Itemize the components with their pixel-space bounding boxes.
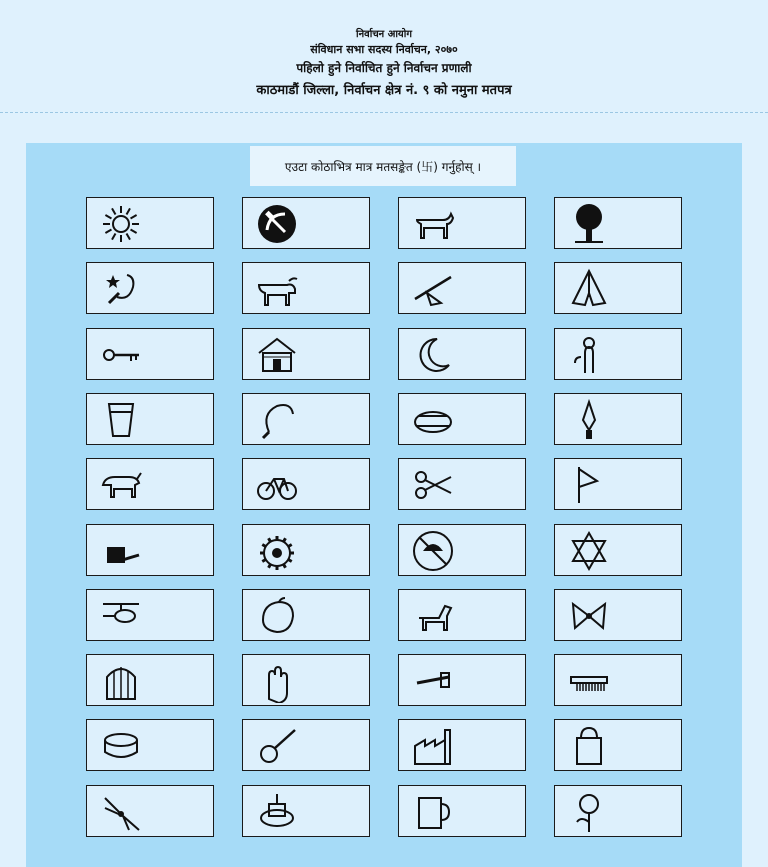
ballot-box-flag[interactable] — [554, 458, 682, 510]
flower-icon — [567, 790, 611, 834]
ballot-box-tool[interactable] — [398, 654, 526, 706]
house-icon — [255, 333, 299, 377]
ribbon-bow-icon — [567, 594, 611, 638]
ballot-box-bull[interactable] — [242, 262, 370, 314]
ballot-box-mango[interactable] — [242, 589, 370, 641]
cow-icon — [411, 202, 455, 246]
pliers-icon — [99, 790, 143, 834]
ballot-box-pliers[interactable] — [86, 785, 214, 837]
ballot-box-star-sickle[interactable] — [86, 262, 214, 314]
ballot-box-comb[interactable] — [554, 654, 682, 706]
ballot-box-helicopter[interactable] — [86, 589, 214, 641]
header-divider — [0, 112, 768, 113]
ballot-box-sickle[interactable] — [242, 393, 370, 445]
ballot-box-scissors[interactable] — [398, 458, 526, 510]
ballot-box-sun[interactable] — [86, 197, 214, 249]
ballot-box-ribbon-bow[interactable] — [554, 589, 682, 641]
factory-icon — [411, 724, 455, 768]
ballot-box-horse[interactable] — [398, 589, 526, 641]
guitar-icon — [255, 724, 299, 768]
tool-icon — [411, 659, 455, 703]
umbrella-circle-icon — [411, 529, 455, 573]
bag-icon — [567, 724, 611, 768]
ballot-box-inkpot-pen[interactable] — [86, 524, 214, 576]
ballot-box-hand-flower[interactable] — [554, 328, 682, 380]
ballot-box-grinder[interactable] — [242, 785, 370, 837]
ballot-box-mug[interactable] — [398, 785, 526, 837]
hand-flower-icon — [567, 333, 611, 377]
commission-name: निर्वाचन आयोग — [356, 29, 412, 40]
ballot-box-gear-wheel[interactable] — [242, 524, 370, 576]
ballot-box-star-of-david[interactable] — [554, 524, 682, 576]
ballot-box-plough[interactable] — [398, 262, 526, 314]
ballot-box-tree[interactable] — [554, 197, 682, 249]
bicycle-icon — [255, 463, 299, 507]
ballot-box-khukuri[interactable] — [554, 393, 682, 445]
raised-hand-icon — [255, 659, 299, 703]
sickle-icon — [255, 398, 299, 442]
ballot-box-bag[interactable] — [554, 719, 682, 771]
rhinoceros-icon — [99, 463, 143, 507]
ballot-box-rhinoceros[interactable] — [86, 458, 214, 510]
star-sickle-icon — [99, 267, 143, 311]
madal-drum-icon — [411, 398, 455, 442]
ballot-box-glass[interactable] — [86, 393, 214, 445]
constituency-title: काठमाडौं जिल्ला, निर्वाचन क्षेत्र नं. ९ को नमुना मतपत्र — [256, 83, 512, 98]
ballot-header — [0, 0, 768, 112]
mug-icon — [411, 790, 455, 834]
ballot-box-bicycle[interactable] — [242, 458, 370, 510]
tree-icon — [567, 202, 611, 246]
ballot-box-crescent-moon[interactable] — [398, 328, 526, 380]
star-of-david-icon — [567, 529, 611, 573]
ballot-box-house[interactable] — [242, 328, 370, 380]
khukuri-icon — [567, 398, 611, 442]
mango-icon — [255, 594, 299, 638]
ballot-box-guitar[interactable] — [242, 719, 370, 771]
comb-icon — [567, 659, 611, 703]
sun-icon — [99, 202, 143, 246]
horse-icon — [411, 594, 455, 638]
election-title: संविधान सभा सदस्य निर्वाचन, २०७० — [310, 43, 458, 56]
plough-icon — [411, 267, 455, 311]
ballot-box-namaste-hands[interactable] — [554, 262, 682, 314]
ballot-box-key[interactable] — [86, 328, 214, 380]
gear-wheel-icon — [255, 529, 299, 573]
crescent-moon-icon — [411, 333, 455, 377]
ballot-box-cow[interactable] — [398, 197, 526, 249]
glass-icon — [99, 398, 143, 442]
bull-icon — [255, 267, 299, 311]
voting-instruction: एउटा कोठाभित्र मात्र मतसङ्केत (卐) गर्नुहोस् । — [250, 146, 516, 186]
ballot-box-raised-hand[interactable] — [242, 654, 370, 706]
drum-icon — [99, 724, 143, 768]
ballot-box-umbrella-circle[interactable] — [398, 524, 526, 576]
ballot-box-madal-drum[interactable] — [398, 393, 526, 445]
grinder-icon — [255, 790, 299, 834]
ballot-box-drum[interactable] — [86, 719, 214, 771]
helicopter-icon — [99, 594, 143, 638]
ballot-box-factory[interactable] — [398, 719, 526, 771]
namaste-hands-icon — [567, 267, 611, 311]
hammer-sickle-icon — [255, 202, 299, 246]
key-icon — [99, 333, 143, 377]
bird-cage-icon — [99, 659, 143, 703]
election-system: पहिलो हुने निर्वाचित हुने निर्वाचन प्रणाली — [296, 61, 472, 75]
ballot-box-flower[interactable] — [554, 785, 682, 837]
scissors-icon — [411, 463, 455, 507]
ballot-box-hammer-sickle[interactable] — [242, 197, 370, 249]
inkpot-pen-icon — [99, 529, 143, 573]
flag-icon — [567, 463, 611, 507]
ballot-box-bird-cage[interactable] — [86, 654, 214, 706]
